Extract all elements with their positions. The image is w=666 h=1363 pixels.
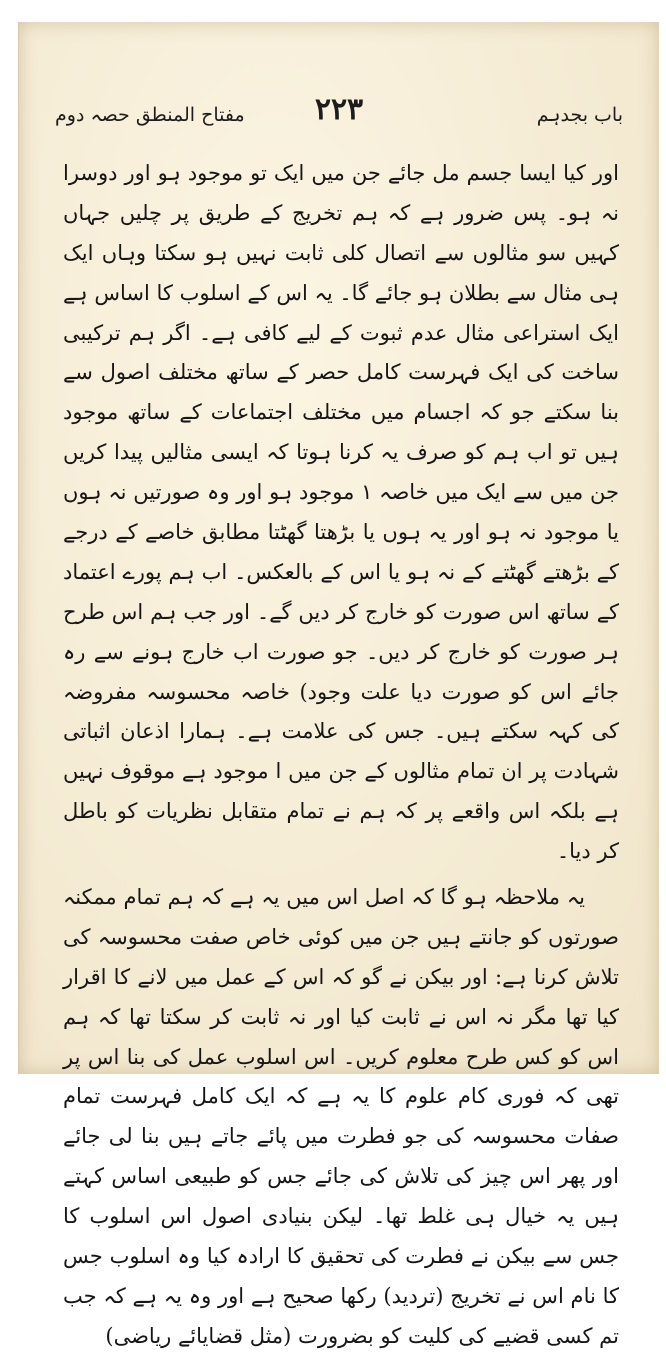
page-body [63, 154, 619, 1363]
page-header [55, 92, 623, 136]
paragraph-2: یہ ملاحظہ ہو گا کہ اصل اس میں یہ ہے کہ ہم تمام ممکنہ صورتوں کو جانتے ہیں جن میں کوئی خاص صفت محسوسہ کی تلاش کرنا ہے: اور بیکن نے گو کہ اس کے عمل میں لانے کا اقرار کیا تھا مگر نہ اس نے ثابت کیا اور نہ ثابت کر سکتا تھا کہ ہم اس کو کس طرح معلوم کریں۔ اس اسلوب عمل کی بنا اس پر تھی کہ فوری کام علوم کا یہ ہے کہ ایک کامل فہرست تمام صفات محسوسہ کی جو فطرت میں پائے جاتے ہیں بنا لی جائے اور پھر اس چیز کی تلاش کی جائے جس کو طبیعی اساس کہتے ہیں یہ خیال ہی غلط تھا۔ لیکن بنیادی اصول اس اسلوب کا جس سے بیکن نے فطرت کی تحقیق کا ارادہ کیا وہ اسلوب جس کا نام اس نے تخریج (تردید) رکھا صحیح ہے اور وہ یہ ہے کہ جب تم کسی قضیے کی کلیت کو بضرورت (مثل قضایائے ریاضی) [63, 885, 619, 1348]
page-number: ۲۲۳ [314, 92, 364, 127]
book-page [18, 22, 659, 1348]
book-title: مفتاح المنطق حصہ دوم [55, 104, 245, 126]
paragraph-1: اور کیا ایسا جسم مل جائے جن میں ایک تو موجود ہو اور دوسرا نہ ہو۔ پس ضرور ہے کہ ہم تخریج کے طریق پر چلیں جہاں کہیں سو مثالوں سے اتصال کلی ثابت نہیں ہو سکتا وہاں ایک ہی مثال سے بطلان ہو جائے گا۔ یہ اس کے اسلوب کا اساس ہے ایک استراعی مثال عدم ثبوت کے لیے کافی ہے۔ اگر ہم ترکیبی ساخت کی ایک فہرست کامل حصر کے ساتھ مختلف اصول سے بنا سکتے جو کہ اجسام میں مختلف اجتماعات کے ساتھ موجود ہیں تو اب ہم کو صرف یہ کرنا ہوتا کہ ایسی مثالیں پیدا کریں جن میں سے ایک میں خاصہ ۱ موجود ہو اور وہ صورتیں نہ ہوں یا موجود نہ ہو اور یہ ہوں یا بڑھتا گھٹتا مطابق خاصے کے درجے کے بڑھتے گھٹتے کے نہ ہو یا اس کے بالعکس۔ اب ہم پورے اعتماد کے ساتھ اس صورت کو خارج کر دیں گے۔ اور جب ہم اس طرح ہر صورت کو خارج کر دیں۔ جو صورت اب خارج ہونے سے رہ جائے اس کو صورت دیا علت وجود) خاصہ محسوسہ مفروضہ کی کہہ سکتے ہیں۔ جس کی علامت ہے۔ ہمارا اذعان اثباتی شہادت پر ان تمام مثالوں کے جن میں ا موجود ہے موقوف نہیں ہے بلکہ اس واقعے پر کہ ہم نے تمام متقابل نظریات کو باطل کر دیا۔ [63, 161, 620, 864]
chapter-heading: باب بجدہم [536, 104, 623, 126]
